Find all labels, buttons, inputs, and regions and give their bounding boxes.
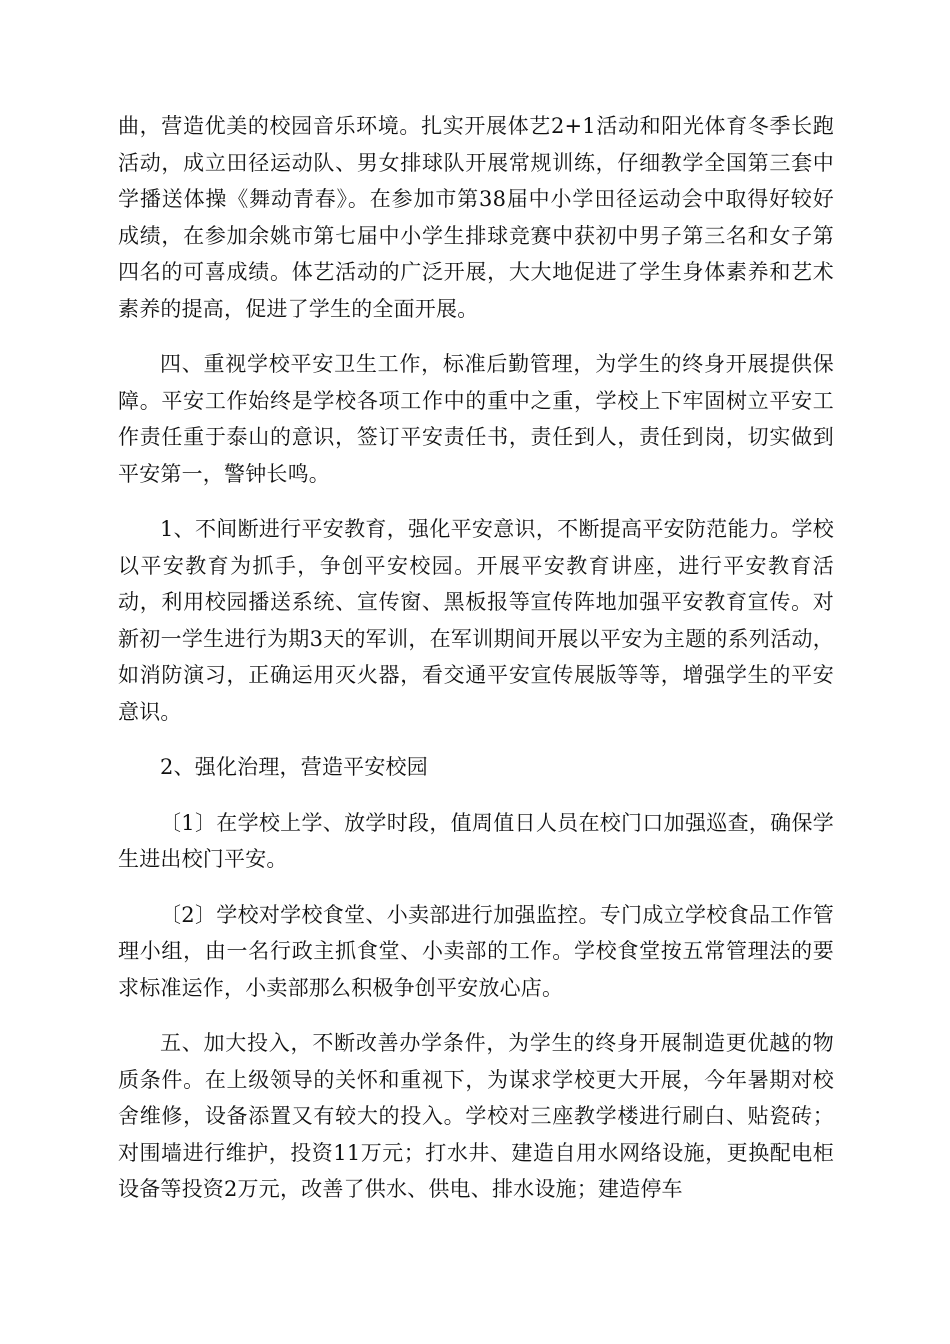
paragraph-subitem-1-gate-patrol: 〔1〕在学校上学、放学时段，值周值日人员在校门口加强巡查，确保学生进出校门平安。 [118,810,834,871]
paragraph-section-five-investment: 五、加大投入，不断改善办学条件，为学生的终身开展制造更优越的物质条件。在上级领导的关怀和重视下，为谋求学校更大开展，今年暑期对校舍维修，设备添置又有较大的投入。学校对三座教学楼进行刷白、贴瓷砖；对围墙进行维护，投资11万元；打水井、建造自用水网络设施，更换配电柜设备等投资2万元，改善了供水、供电、排水设施；建造停车 [118,1031,834,1201]
document-page [118,108,834,1208]
paragraph-item-1-safety-education: 1、不间断进行平安教育，强化平安意识，不断提高平安防范能力。学校以平安教育为抓手，争创平安校园。开展平安教育讲座，进行平安教育活动，利用校园播送系统、宣传窗、黑板报等宣传阵地加强平安教育宣传。对新初一学生进行为期3天的军训，在军训期间开展以平安为主题的系列活动，如消防演习，正确运用灭火器，看交通平安宣传展版等等，增强学生的平安意识。 [118,517,834,724]
paragraph-subitem-2-canteen: 〔2〕学校对学校食堂、小卖部进行加强监控。专门成立学校食品工作管理小组，由一名行政主抓食堂、小卖部的工作。学校食堂按五常管理法的要求标准运作，小卖部那么积极争创平安放心店。 [118,902,834,1000]
paragraph-sports-arts: 曲，营造优美的校园音乐环境。扎实开展体艺2+1活动和阳光体育冬季长跑活动，成立田径运动队、男女排球队开展常规训练，仔细教学全国第三套中学播送体操《舞动青春》。在参加市第38届中小学田径运动会中取得好较好成绩，在参加余姚市第七届中小学生排球竞赛中获初中男子第三名和女子第四名的可喜成绩。体艺活动的广泛开展，大大地促进了学生身体素养和艺术素养的提高，促进了学生的全面开展。 [118,114,834,321]
paragraph-section-four-safety: 四、重视学校平安卫生工作，标准后勤管理，为学生的终身开展提供保障。平安工作始终是学校各项工作中的重中之重，学校上下牢固树立平安工作责任重于泰山的意识，签订平安责任书，责任到人，责任到岗，切实做到平安第一，警钟长鸣。 [118,352,834,486]
paragraph-item-2-governance: 2、强化治理，营造平安校园 [160,755,428,779]
